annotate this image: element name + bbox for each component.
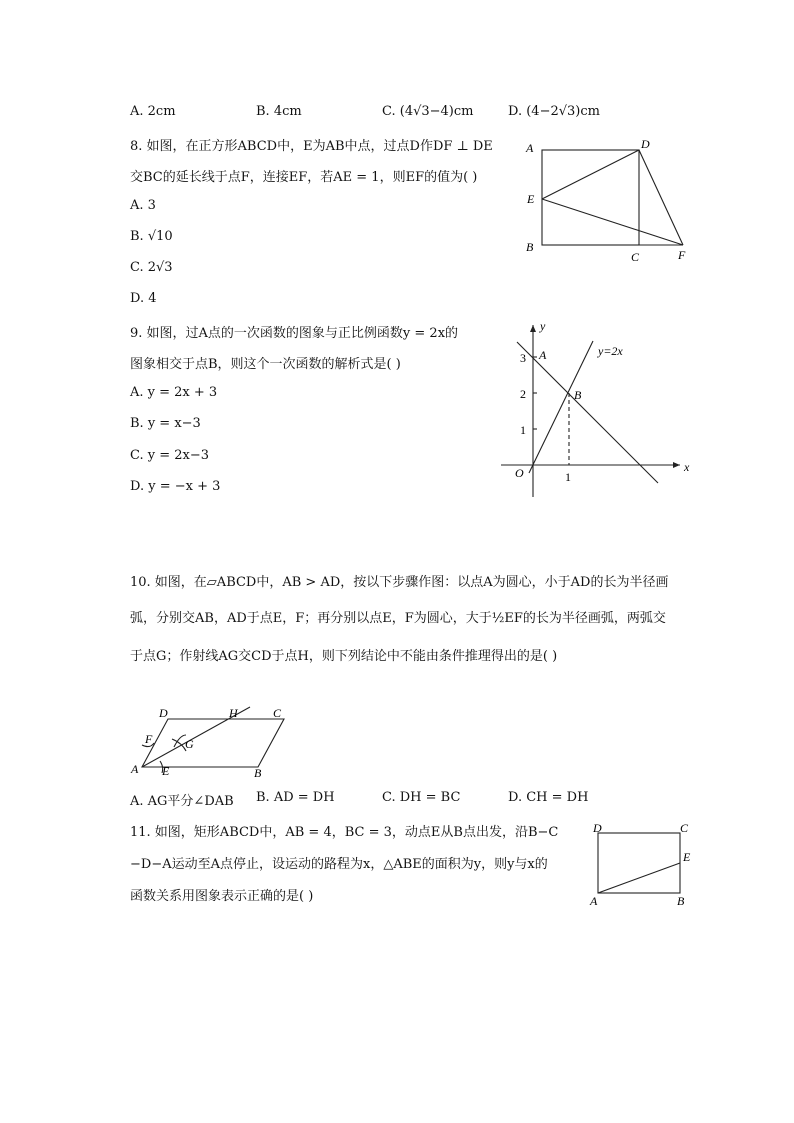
label-e: E	[162, 764, 170, 778]
label-a: A	[539, 348, 547, 362]
segment-ed	[542, 150, 639, 199]
q8-option-c: C. 2√3	[130, 260, 173, 275]
q9-option-c: C. y = 2x−3	[130, 448, 210, 463]
label-d: D	[159, 706, 168, 720]
q9-figure	[495, 315, 700, 500]
q8-stem-line1: 8. 如图，在正方形ABCD中，E为AB中点，过点D作DF ⊥ DE	[130, 139, 493, 154]
label-d: D	[593, 821, 602, 835]
q8-option-a: A. 3	[130, 198, 156, 213]
q11-figure	[585, 818, 700, 908]
label-c: C	[273, 706, 282, 720]
segment-df	[639, 150, 683, 245]
label-f: F	[678, 248, 686, 262]
label-d: D	[641, 137, 650, 151]
q8-option-b: B. √10	[130, 229, 173, 244]
q9-option-d: D. y = −x + 3	[130, 479, 221, 494]
segment-ef	[542, 199, 683, 245]
q9-stem-line2: 图象相交于点B，则这个一次函数的解析式是( )	[130, 357, 401, 372]
q11-stem-line3: 函数关系用图象表示正确的是( )	[130, 889, 314, 904]
label-x-axis: x	[684, 460, 690, 474]
label-e: E	[683, 850, 691, 864]
label-line-y-2x: y=2x	[598, 344, 623, 358]
label-g: G	[185, 737, 194, 751]
q8-stem-line2: 交BC的延长线于点F，连接EF，若AE = 1，则EF的值为( )	[130, 170, 478, 185]
q7-option-d: D. (4−2√3)cm	[508, 104, 600, 119]
label-a: A	[590, 894, 598, 908]
label-b: B	[574, 388, 582, 402]
label-a: A	[131, 762, 139, 776]
q8-option-d: D. 4	[130, 291, 157, 306]
label-h: H	[229, 706, 238, 720]
q10-stem-line1: 10. 如图，在▱ABCD中，AB > AD，按以下步骤作图：以点A为圆心，小于AD的长为半径画	[130, 575, 669, 590]
q10-stem-line2: 弧，分别交AB，AD于点E，F；再分别以点E，F为圆心，大于½EF的长为半径画弧，两弧交	[130, 611, 666, 626]
label-a: A	[526, 141, 534, 155]
parallelogram-abcd	[142, 719, 284, 767]
q9-stem-line1: 9. 如图，过A点的一次函数的图象与正比例函数y = 2x的	[130, 326, 459, 341]
label-e: E	[527, 192, 535, 206]
label-f: F	[145, 732, 153, 746]
label-y-axis: y	[540, 319, 546, 333]
q10-figure	[128, 705, 298, 783]
q7-option-a: A. 2cm	[130, 104, 176, 119]
q7-option-c: C. (4√3−4)cm	[382, 104, 474, 119]
line-through-a	[517, 342, 658, 483]
q9-option-b: B. y = x−3	[130, 416, 201, 431]
q11-stem-line1: 11. 如图，矩形ABCD中，AB = 4，BC = 3，动点E从B点出发，沿B−C	[130, 825, 559, 840]
q10-option-a: A. AG平分∠DAB	[130, 794, 234, 809]
square-abcd	[542, 150, 639, 245]
q8-figure	[515, 135, 695, 265]
label-b: B	[254, 766, 262, 780]
label-c: C	[680, 821, 689, 835]
q7-option-b: B. 4cm	[256, 104, 302, 119]
label-origin: O	[515, 466, 524, 480]
tick-y-3: 3	[520, 351, 526, 365]
label-c: C	[631, 250, 640, 264]
tick-x-1: 1	[565, 470, 571, 484]
segment-ae	[598, 863, 680, 893]
q10-option-c: C. DH = BC	[382, 790, 461, 805]
tick-y-1: 1	[520, 423, 526, 437]
q11-stem-line2: −D−A运动至A点停止，设运动的路程为x，△ABE的面积为y，则y与x的	[130, 857, 548, 872]
y-axis-arrow-icon	[530, 325, 536, 332]
q9-option-a: A. y = 2x + 3	[130, 385, 218, 400]
x-axis-arrow-icon	[673, 462, 680, 468]
q10-option-d: D. CH = DH	[508, 790, 589, 805]
tick-y-2: 2	[520, 387, 526, 401]
rectangle-abcd	[598, 833, 680, 893]
label-b: B	[526, 240, 534, 254]
label-b: B	[677, 894, 685, 908]
q10-option-b: B. AD = DH	[256, 790, 335, 805]
q10-stem-line3: 于点G；作射线AG交CD于点H，则下列结论中不能由条件推理得出的是( )	[130, 649, 558, 664]
